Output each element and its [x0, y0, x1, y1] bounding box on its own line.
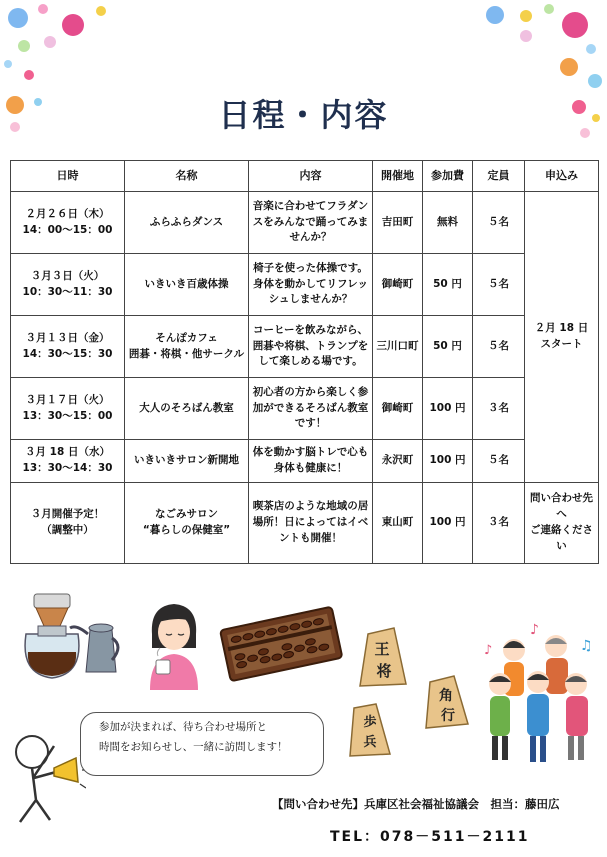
- event-fee: 100 円: [423, 378, 473, 440]
- header-capacity: 定員: [473, 161, 525, 192]
- shogi-pawn-char-1: 歩: [363, 715, 377, 730]
- header-name: 名称: [125, 161, 249, 192]
- bubble-line-1: 参加が決まれば、待ち合わせ場所と: [99, 721, 267, 733]
- event-time: 13：30〜14：30: [22, 461, 113, 474]
- datetime-cell: [11, 482, 125, 563]
- event-name-line: 囲碁・将棋・他サークル: [128, 347, 245, 360]
- event-capacity: ５名: [473, 316, 525, 378]
- shogi-king-piece: [360, 628, 406, 686]
- music-note-icon: ♪: [530, 622, 539, 638]
- shogi-pawn-piece: [350, 704, 390, 756]
- event-name-line: いきいきサロン新開地: [134, 453, 239, 466]
- event-content: コーヒーを飲みながら、囲碁や将棋、トランプをして楽しめる場です。: [249, 316, 373, 378]
- singing-group-illustration: [480, 620, 604, 770]
- datetime-cell: [11, 254, 125, 316]
- header-content: 内容: [249, 161, 373, 192]
- header-venue: 開催地: [373, 161, 423, 192]
- header-apply: 申込み: [525, 161, 599, 192]
- event-date: ３月 18 日（水）: [25, 446, 110, 459]
- table-row: [11, 192, 599, 254]
- event-name-line: ふらふらダンス: [149, 215, 224, 228]
- speech-bubble: [80, 712, 324, 776]
- event-content: 椅子を使った体操です。身体を動かしてリフレッシュしませんか？: [249, 254, 373, 316]
- coffee-maker-illustration: [12, 590, 122, 685]
- event-name-line: なごみサロン: [155, 508, 218, 521]
- shogi-king-char-1: 王: [374, 640, 390, 658]
- phone-number: TEL：078－511－2111: [330, 829, 530, 845]
- megaphone-person-illustration: [6, 716, 86, 826]
- music-note-icon: ♫: [580, 638, 593, 654]
- bubble-line-2: 時間をお知らせし、一緒に訪問します！: [99, 740, 288, 753]
- table-row: [11, 440, 599, 483]
- datetime-cell: [11, 192, 125, 254]
- event-capacity: ３名: [473, 378, 525, 440]
- event-name: [125, 192, 249, 254]
- header-datetime: 日時: [11, 161, 125, 192]
- event-time: 14：30〜15：30: [22, 347, 113, 360]
- event-time: 14：00〜15：00: [22, 223, 113, 236]
- event-content: 初心者の方から楽しく参加ができるそろばん教室です！: [249, 378, 373, 440]
- event-content: 喫茶店のような地域の居場所！日によってはイベントも開催！: [249, 482, 373, 563]
- table-row: [11, 378, 599, 440]
- apply-note-cell: [525, 482, 599, 563]
- schedule-table: [10, 160, 599, 564]
- event-capacity: ３名: [473, 482, 525, 563]
- event-fee: 50 円: [423, 254, 473, 316]
- shogi-king-char-2: 将: [376, 662, 392, 680]
- event-fee: 無料: [423, 192, 473, 254]
- table-row: [11, 482, 599, 563]
- event-venue: 御崎町: [373, 254, 423, 316]
- event-date: ２月２６日（木）: [25, 207, 110, 220]
- table-row: [11, 316, 599, 378]
- apply-note-line: ご連絡ください: [530, 523, 593, 552]
- woman-drinking-tea-illustration: [142, 598, 204, 690]
- event-name: [125, 440, 249, 483]
- event-name: [125, 316, 249, 378]
- event-time: （調整中）: [41, 523, 94, 536]
- apply-start-cell: [525, 192, 599, 483]
- contact-info: 【問い合わせ先】兵庫区社会福祉協議会 担当：藤田広: [272, 797, 560, 811]
- event-capacity: ５名: [473, 192, 525, 254]
- event-content: 体を動かす脳トレで心も身体も健康に！: [249, 440, 373, 483]
- event-name: [125, 482, 249, 563]
- event-date: ３月開催予定！: [30, 508, 105, 521]
- header-fee: 参加費: [423, 161, 473, 192]
- event-fee: 100 円: [423, 482, 473, 563]
- event-capacity: ５名: [473, 440, 525, 483]
- event-venue: 永沢町: [373, 440, 423, 483]
- event-name-line: 大人のそろばん教室: [139, 401, 234, 414]
- event-venue: 御崎町: [373, 378, 423, 440]
- event-name-line: “暮らしの保健室”: [142, 523, 231, 536]
- event-name-line: そんぽカフェ: [155, 331, 218, 344]
- event-name-line: いきいき百歳体操: [144, 277, 229, 290]
- event-venue: 吉田町: [373, 192, 423, 254]
- datetime-cell: [11, 440, 125, 483]
- event-venue: 三川口町: [373, 316, 423, 378]
- event-date: ３月１７日（火）: [25, 393, 110, 406]
- event-time: 10：30〜11：30: [22, 285, 113, 298]
- shogi-rook-char-2: 行: [441, 708, 455, 724]
- abacus-illustration: [218, 598, 344, 688]
- apply-start-label: スタート: [540, 337, 583, 350]
- music-note-icon: ♪: [484, 643, 493, 658]
- event-name: [125, 254, 249, 316]
- apply-note-line: 問い合わせ先へ: [530, 492, 593, 521]
- shogi-rook-char-1: 角: [439, 688, 453, 704]
- shogi-rook-piece: [426, 676, 468, 728]
- event-fee: 50 円: [423, 316, 473, 378]
- apply-start-date: ２月 18 日: [534, 322, 589, 335]
- page-title: 日程・内容: [218, 96, 389, 134]
- event-venue: 東山町: [373, 482, 423, 563]
- table-header-row: [11, 161, 599, 192]
- shogi-pieces-illustration: [346, 624, 476, 774]
- shogi-pawn-char-2: 兵: [363, 735, 377, 750]
- table-row: [11, 254, 599, 316]
- event-fee: 100 円: [423, 440, 473, 483]
- event-name: [125, 378, 249, 440]
- event-date: ３月１３日（金）: [25, 331, 110, 344]
- datetime-cell: [11, 378, 125, 440]
- event-time: 13：30〜15：00: [22, 409, 113, 422]
- event-date: ３月３日（火）: [30, 269, 105, 282]
- event-content: 音楽に合わせてフラダンスをみんなで踊ってみませんか？: [249, 192, 373, 254]
- event-capacity: ５名: [473, 254, 525, 316]
- datetime-cell: [11, 316, 125, 378]
